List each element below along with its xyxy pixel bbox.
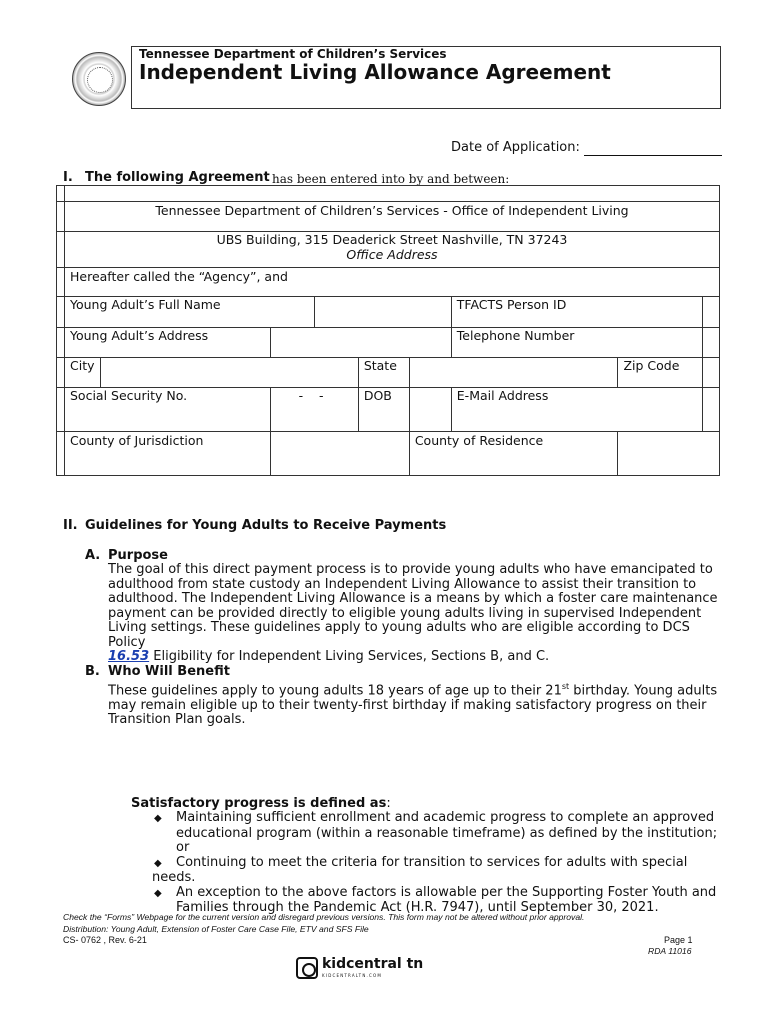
who-benefits-line: may remain eligible up to their twenty-first birthday if making satisfactory progress on their xyxy=(108,697,707,713)
email-field[interactable] xyxy=(703,388,720,432)
list-item-text: Continuing to meet the criteria for transition to services for adults with special needs. xyxy=(152,854,688,885)
section-2-number: II. xyxy=(63,518,78,533)
city-field[interactable] xyxy=(100,358,358,388)
agency-address: UBS Building, 315 Deaderick Street Nashville, TN 37243 xyxy=(216,232,568,247)
text-span: These guidelines apply to young adults 18 years of age up to their 21 xyxy=(108,683,562,699)
agency-name: Tennessee Department of Children’s Services - Office of Independent Living xyxy=(65,202,720,232)
footer-distribution: Distribution: Young Adult, Extension of Foster Care Case File, ETV and SFS File xyxy=(63,924,369,934)
department-name: Tennessee Department of Children’s Services xyxy=(139,47,447,61)
ssn-label: Social Security No. xyxy=(65,388,271,432)
who-benefits-paragraph xyxy=(108,680,728,728)
subsection-b-heading xyxy=(85,664,230,679)
full-name-field[interactable] xyxy=(314,297,451,328)
ssn-field[interactable]: - - xyxy=(270,388,358,432)
progress-list xyxy=(152,811,732,916)
purpose-line-rest: Eligibility for Independent Living Services, Sections B, and C. xyxy=(149,649,550,664)
state-seal-icon xyxy=(72,52,126,106)
county-jurisdiction-field[interactable] xyxy=(270,432,409,476)
section-1-number: I. xyxy=(63,170,73,185)
agreement-table xyxy=(56,185,720,476)
subsection-b-title: Who Will Benefit xyxy=(108,664,230,679)
purpose-line: Living settings. These guidelines apply to young adults who are eligible according to DCS Policy xyxy=(108,620,690,650)
full-name-label: Young Adult’s Full Name xyxy=(65,297,315,328)
list-item xyxy=(152,856,732,886)
address-field[interactable] xyxy=(270,328,451,358)
progress-heading-text: Satisfactory progress is defined as xyxy=(131,796,387,811)
diamond-bullet-icon: ◆ xyxy=(154,857,162,869)
purpose-line: adulthood from state custody an Independent Living Allowance to assist their transition to xyxy=(108,576,697,592)
tfacts-field[interactable] xyxy=(703,297,720,328)
section-1-heading xyxy=(63,170,270,185)
office-address-label: Office Address xyxy=(346,247,438,262)
progress-colon: : xyxy=(386,796,391,811)
kidcentral-logo-url: KIDCENTRALTN.COM xyxy=(322,973,382,978)
kidcentral-logo-text: kidcentral tn xyxy=(322,956,424,972)
superscript: st xyxy=(561,682,570,691)
section-1-heading-rest: has been entered into by and between: xyxy=(272,172,510,186)
dob-field[interactable] xyxy=(409,388,451,432)
diamond-bullet-icon: ◆ xyxy=(154,813,162,824)
list-item xyxy=(152,811,732,827)
who-benefits-line xyxy=(108,680,728,699)
zip-field[interactable] xyxy=(703,358,720,388)
list-item-text: An exception to the above factors is allowable per the Supporting Foster Youth and xyxy=(176,884,717,900)
date-of-application-label: Date of Application: xyxy=(451,140,580,155)
purpose-line: adulthood. The Independent Living Allowance is a means by which a foster care maintenance xyxy=(108,591,718,606)
subsection-b-letter: B. xyxy=(85,664,100,679)
state-label: State xyxy=(358,358,409,388)
who-benefits-line: Transition Plan goals. xyxy=(108,712,246,728)
kidcentral-logo-icon xyxy=(296,957,318,979)
dob-label: DOB xyxy=(358,388,409,432)
subsection-a-letter: A. xyxy=(85,548,101,563)
section-2-title: Guidelines for Young Adults to Receive Payments xyxy=(85,518,447,533)
date-of-application-field[interactable] xyxy=(584,155,722,156)
city-label: City xyxy=(65,358,101,388)
tfacts-label: TFACTS Person ID xyxy=(451,297,703,328)
progress-heading xyxy=(131,796,391,811)
section-1-title: The following Agreement xyxy=(85,170,270,185)
telephone-label: Telephone Number xyxy=(451,328,703,358)
email-label: E-Mail Address xyxy=(451,388,703,432)
county-residence-field[interactable] xyxy=(618,432,720,476)
footer-note: Check the “Forms” Webpage for the current version and disregard previous versions. This form may not be altered without prior approval. xyxy=(63,912,585,922)
form-number: CS- 0762 , Rev. 6-21 xyxy=(63,935,147,945)
purpose-line xyxy=(108,650,728,665)
purpose-line: payment can be provided directly to eligible young adults living in supervised Independent xyxy=(108,605,702,621)
county-residence-label: County of Residence xyxy=(409,432,618,476)
county-jurisdiction-label: County of Jurisdiction xyxy=(65,432,271,476)
telephone-field[interactable] xyxy=(703,328,720,358)
list-item xyxy=(152,886,732,902)
diamond-bullet-icon: ◆ xyxy=(154,887,162,899)
page-title: Independent Living Allowance Agreement xyxy=(139,60,611,84)
purpose-line: The goal of this direct payment process is to provide young adults who have emancipated to xyxy=(108,562,713,577)
section-2-heading xyxy=(63,518,446,533)
rda-number: RDA 11016 xyxy=(648,946,692,956)
hereafter-text: Hereafter called the “Agency”, and xyxy=(65,268,720,297)
policy-link[interactable]: 16.53 xyxy=(108,649,150,664)
zip-label: Zip Code xyxy=(618,358,703,388)
address-label: Young Adult’s Address xyxy=(65,328,271,358)
text-span: birthday. Young adults xyxy=(569,683,718,699)
subsection-a-heading xyxy=(85,548,168,563)
state-field[interactable] xyxy=(409,358,618,388)
page-number: Page 1 xyxy=(664,935,693,945)
list-item-text: Maintaining sufficient enrollment and academic progress to complete an approved xyxy=(176,810,715,825)
subsection-a-title: Purpose xyxy=(108,548,168,563)
list-item-text: Families through the Pandemic Act (H.R. 7947), until September 30, 2021. xyxy=(176,900,659,915)
list-item-text: educational program (within a reasonable timeframe) as defined by the institution; or xyxy=(176,825,718,855)
purpose-paragraph xyxy=(108,563,728,665)
